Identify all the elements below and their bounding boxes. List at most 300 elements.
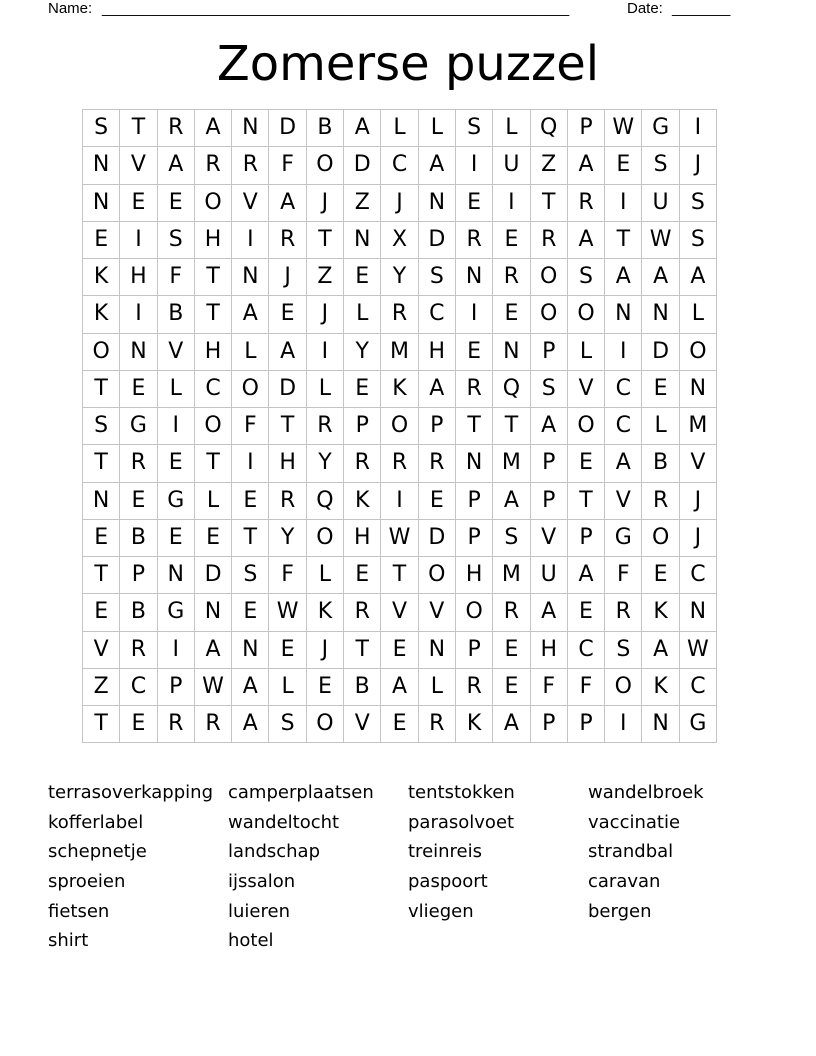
grid-cell: J [679,519,716,556]
grid-cell: A [567,557,604,594]
grid-cell: N [493,333,530,370]
grid-cell: L [642,408,679,445]
grid-cell: O [418,557,455,594]
grid-row [83,221,717,258]
grid-cell: I [232,445,269,482]
name-blank-line: ________________________________________________________ [102,0,570,17]
date-blank-line: _______ [672,0,731,17]
grid-cell: E [455,184,492,221]
grid-cell: S [567,259,604,296]
grid-cell: I [120,221,157,258]
grid-cell: J [381,184,418,221]
grid-cell: N [605,296,642,333]
grid-cell: R [455,221,492,258]
grid-cell: N [455,259,492,296]
grid-cell: P [455,482,492,519]
grid-cell: E [232,482,269,519]
grid-cell: V [120,147,157,184]
grid-cell: E [120,482,157,519]
grid-cell: T [306,221,343,258]
grid-cell: V [232,184,269,221]
word-bank-item: kofferlabel [48,811,144,833]
grid-cell: B [157,296,194,333]
grid-row [83,110,717,147]
grid-cell: W [194,668,231,705]
word-bank-item: terrasoverkapping [48,782,213,803]
grid-cell: R [194,706,231,743]
word-bank-item: fietsen [48,900,110,922]
grid-cell: L [157,370,194,407]
grid-cell: J [306,631,343,668]
grid-row [83,631,717,668]
grid-cell: V [605,482,642,519]
grid-cell: E [157,519,194,556]
grid-cell: D [344,147,381,184]
grid-cell: G [157,594,194,631]
grid-cell: R [157,110,194,147]
grid-cell: E [120,184,157,221]
grid-cell: I [455,296,492,333]
grid-row [83,408,717,445]
grid-cell: N [232,631,269,668]
grid-cell: N [232,259,269,296]
grid-cell: C [605,408,642,445]
grid-cell: I [306,333,343,370]
grid-cell: H [530,631,567,668]
grid-cell: Y [269,519,306,556]
grid-cell: A [232,706,269,743]
grid-cell: R [381,445,418,482]
grid-cell: P [567,519,604,556]
grid-cell: A [493,482,530,519]
grid-cell: B [344,668,381,705]
grid-cell: A [642,259,679,296]
grid-cell: O [306,519,343,556]
grid-cell: P [344,408,381,445]
grid-cell: A [530,408,567,445]
word-bank-item: schepnetje [48,841,147,863]
grid-row [83,296,717,333]
grid-cell: L [232,333,269,370]
grid-cell: E [567,594,604,631]
grid-cell: U [493,147,530,184]
grid-cell: W [269,594,306,631]
grid-cell: E [344,259,381,296]
grid-cell: R [567,184,604,221]
grid-cell: Z [83,668,120,705]
grid-cell: I [157,631,194,668]
grid-row [83,706,717,743]
word-bank-item: strandbal [588,841,674,863]
word-search-grid [82,109,717,743]
grid-cell: A [605,445,642,482]
grid-cell: N [455,445,492,482]
grid-cell: Y [381,259,418,296]
grid-cell: A [194,110,231,147]
grid-cell: J [679,482,716,519]
grid-row [83,482,717,519]
grid-cell: E [83,221,120,258]
grid-cell: N [679,594,716,631]
grid-cell: L [269,668,306,705]
grid-cell: D [269,370,306,407]
grid-cell: E [493,221,530,258]
grid-cell: L [679,296,716,333]
grid-cell: B [642,445,679,482]
grid-cell: O [306,706,343,743]
grid-cell: S [679,221,716,258]
grid-cell: A [493,706,530,743]
grid-cell: N [194,594,231,631]
grid-cell: E [232,594,269,631]
grid-cell: W [381,519,418,556]
grid-cell: R [418,706,455,743]
grid-cell: C [418,296,455,333]
grid-cell: Z [344,184,381,221]
grid-row [83,333,717,370]
word-bank-item: caravan [588,871,661,893]
grid-cell: R [418,445,455,482]
grid-cell: Z [530,147,567,184]
grid-cell: F [605,557,642,594]
grid-cell: J [679,147,716,184]
grid-cell: H [344,519,381,556]
grid-cell: T [83,706,120,743]
grid-cell: I [455,147,492,184]
grid-cell: D [194,557,231,594]
grid-cell: N [232,110,269,147]
grid-cell: R [269,221,306,258]
grid-cell: N [418,184,455,221]
grid-row [83,668,717,705]
grid-cell: I [120,296,157,333]
grid-cell: E [120,706,157,743]
grid-cell: D [269,110,306,147]
grid-cell: G [642,110,679,147]
grid-cell: N [83,482,120,519]
grid-cell: P [157,668,194,705]
grid-cell: I [679,110,716,147]
grid-cell: O [455,594,492,631]
grid-cell: I [381,482,418,519]
grid-body [83,110,717,743]
grid-cell: T [83,557,120,594]
grid-cell: C [120,668,157,705]
grid-cell: H [194,221,231,258]
grid-cell: E [455,333,492,370]
word-bank-item: camperplaatsen [228,782,374,803]
grid-cell: E [157,184,194,221]
grid-cell: I [157,408,194,445]
grid-cell: V [418,594,455,631]
grid-cell: A [642,631,679,668]
grid-cell: R [455,370,492,407]
grid-cell: R [344,445,381,482]
grid-cell: E [306,668,343,705]
grid-cell: F [157,259,194,296]
word-bank-item: hotel [228,930,274,952]
grid-cell: N [642,706,679,743]
grid-cell: S [642,147,679,184]
grid-cell: O [306,147,343,184]
grid-cell: D [418,519,455,556]
grid-row [83,557,717,594]
grid-cell: F [530,668,567,705]
grid-cell: O [679,333,716,370]
grid-cell: P [455,631,492,668]
grid-cell: O [530,296,567,333]
grid-cell: S [418,259,455,296]
grid-cell: R [344,594,381,631]
grid-cell: O [194,184,231,221]
grid-cell: P [530,445,567,482]
grid-cell: E [418,482,455,519]
grid-cell: T [120,110,157,147]
grid-cell: H [269,445,306,482]
grid-cell: O [83,333,120,370]
grid-cell: S [679,184,716,221]
grid-cell: R [120,445,157,482]
grid-cell: T [381,557,418,594]
grid-cell: N [642,296,679,333]
grid-cell: E [605,147,642,184]
grid-cell: N [679,370,716,407]
grid-cell: T [567,482,604,519]
grid-cell: A [269,184,306,221]
word-bank-item: shirt [48,930,89,952]
grid-cell: Y [344,333,381,370]
grid-cell: A [567,221,604,258]
grid-cell: R [157,706,194,743]
grid-row [83,519,717,556]
grid-cell: L [194,482,231,519]
grid-row [83,184,717,221]
word-bank-item: parasolvoet [408,811,515,833]
grid-cell: Q [493,370,530,407]
grid-cell: P [418,408,455,445]
grid-cell: E [194,519,231,556]
word-bank-item: landschap [228,841,321,863]
header [48,0,748,18]
grid-cell: Q [306,482,343,519]
grid-cell: E [381,706,418,743]
date-label: Date: [627,0,663,17]
grid-cell: P [530,333,567,370]
grid-cell: A [381,668,418,705]
grid-cell: T [493,408,530,445]
grid-cell: T [194,296,231,333]
grid-cell: H [120,259,157,296]
word-bank-item: wandeltocht [228,811,340,833]
grid-cell: E [493,668,530,705]
grid-cell: V [567,370,604,407]
grid-cell: B [306,110,343,147]
grid-cell: A [679,259,716,296]
grid-cell: E [642,557,679,594]
word-bank-item: wandelbroek [588,782,704,803]
grid-cell: F [269,557,306,594]
grid-row [83,259,717,296]
grid-cell: O [381,408,418,445]
grid-cell: K [381,370,418,407]
grid-cell: S [83,110,120,147]
grid-cell: H [418,333,455,370]
grid-cell: C [605,370,642,407]
grid-cell: U [642,184,679,221]
grid-cell: N [157,557,194,594]
grid-cell: R [269,482,306,519]
word-bank-item: sproeien [48,871,126,893]
word-bank-item: tentstokken [408,782,515,803]
grid-cell: S [493,519,530,556]
grid-cell: G [157,482,194,519]
grid-cell: P [530,482,567,519]
grid-cell: G [679,706,716,743]
puzzle-title: Zomerse puzzel [216,36,600,92]
grid-cell: M [381,333,418,370]
grid-cell: L [493,110,530,147]
grid-cell: S [232,557,269,594]
grid-cell: D [642,333,679,370]
grid-cell: X [381,221,418,258]
grid-cell: A [530,594,567,631]
grid-cell: T [194,445,231,482]
grid-cell: K [83,296,120,333]
grid-cell: E [344,370,381,407]
grid-cell: O [567,296,604,333]
word-bank-item: vliegen [408,900,474,922]
grid-cell: K [83,259,120,296]
grid-cell: N [83,184,120,221]
name-label: Name: [48,0,93,17]
grid-cell: S [269,706,306,743]
grid-cell: V [157,333,194,370]
grid-cell: M [493,445,530,482]
grid-cell: S [605,631,642,668]
grid-cell: R [232,147,269,184]
grid-cell: J [306,296,343,333]
grid-cell: T [269,408,306,445]
grid-row [83,147,717,184]
grid-cell: M [679,408,716,445]
grid-cell: L [306,370,343,407]
grid-cell: A [194,631,231,668]
grid-cell: N [83,147,120,184]
grid-cell: E [567,445,604,482]
grid-cell: D [418,221,455,258]
grid-cell: I [605,184,642,221]
grid-cell: E [381,631,418,668]
grid-cell: S [83,408,120,445]
grid-cell: T [344,631,381,668]
grid-cell: M [493,557,530,594]
grid-row [83,445,717,482]
grid-cell: A [232,296,269,333]
grid-cell: N [418,631,455,668]
grid-cell: E [83,594,120,631]
grid-cell: C [567,631,604,668]
grid-cell: P [530,706,567,743]
grid-cell: T [83,370,120,407]
grid-cell: T [83,445,120,482]
grid-cell: O [605,668,642,705]
grid-cell: H [194,333,231,370]
grid-cell: F [232,408,269,445]
grid-cell: B [120,519,157,556]
grid-cell: G [120,408,157,445]
grid-cell: E [344,557,381,594]
grid-cell: A [344,110,381,147]
grid-cell: W [605,110,642,147]
grid-cell: R [642,482,679,519]
grid-cell: C [194,370,231,407]
grid-cell: A [232,668,269,705]
grid-cell: R [530,221,567,258]
grid-cell: A [567,147,604,184]
grid-cell: J [269,259,306,296]
grid-cell: R [493,594,530,631]
grid-cell: T [605,221,642,258]
grid-cell: K [642,668,679,705]
grid-cell: S [530,370,567,407]
grid-cell: E [83,519,120,556]
grid-cell: A [418,147,455,184]
grid-cell: R [306,408,343,445]
grid-cell: J [306,184,343,221]
grid-row [83,370,717,407]
grid-cell: T [232,519,269,556]
grid-cell: E [120,370,157,407]
grid-cell: A [157,147,194,184]
grid-cell: U [530,557,567,594]
grid-cell: I [605,333,642,370]
grid-cell: C [679,557,716,594]
grid-cell: L [306,557,343,594]
grid-cell: V [344,706,381,743]
word-bank-item: luieren [228,900,290,922]
grid-cell: K [306,594,343,631]
grid-cell: C [381,147,418,184]
grid-cell: K [455,706,492,743]
grid-cell: N [344,221,381,258]
word-bank-item: bergen [588,900,652,922]
grid-cell: I [605,706,642,743]
grid-cell: L [381,110,418,147]
grid-cell: O [194,408,231,445]
grid-cell: K [642,594,679,631]
grid-cell: R [120,631,157,668]
grid-cell: R [455,668,492,705]
grid-row [83,594,717,631]
grid-cell: O [567,408,604,445]
grid-cell: E [493,296,530,333]
grid-cell: V [530,519,567,556]
word-bank [48,780,768,958]
grid-cell: E [157,445,194,482]
grid-cell: V [83,631,120,668]
grid-cell: S [157,221,194,258]
grid-cell: K [344,482,381,519]
word-bank-item: vaccinatie [588,811,681,833]
grid-cell: W [642,221,679,258]
grid-cell: W [679,631,716,668]
grid-cell: A [605,259,642,296]
grid-cell: T [455,408,492,445]
grid-cell: B [120,594,157,631]
grid-cell: A [418,370,455,407]
grid-cell: R [493,259,530,296]
grid-cell: P [455,519,492,556]
